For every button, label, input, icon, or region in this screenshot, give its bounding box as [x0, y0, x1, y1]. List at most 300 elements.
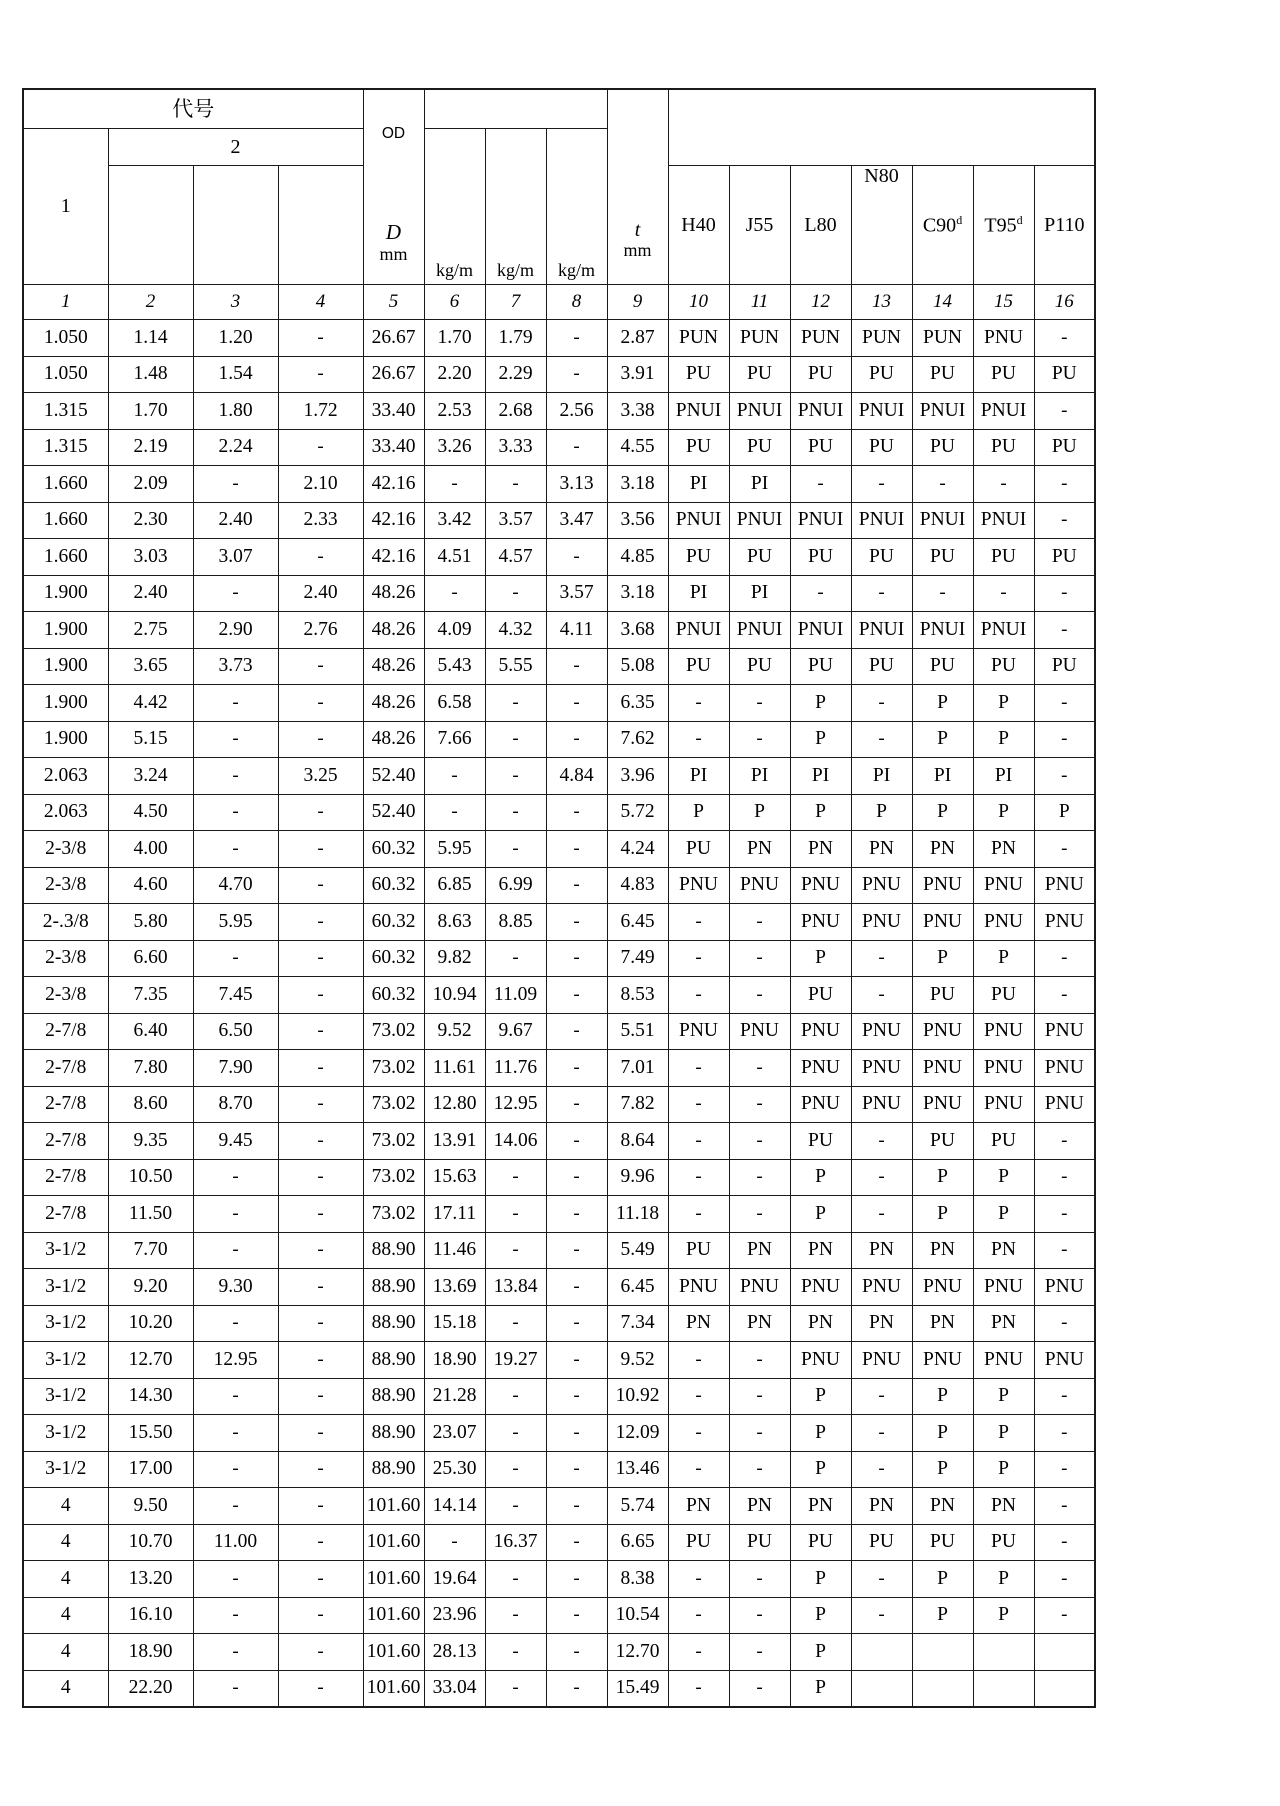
table-cell: 11.61 — [424, 1050, 485, 1087]
table-cell: 6.60 — [108, 940, 193, 977]
header-grade-n80 — [851, 166, 912, 285]
table-cell: PU — [973, 429, 1034, 466]
table-cell: PNU — [790, 1269, 851, 1306]
unit-label-8: kg/m — [558, 259, 596, 280]
column-number: 9 — [607, 285, 668, 320]
table-cell: PU — [790, 539, 851, 576]
table-cell: 2-7/8 — [23, 1013, 108, 1050]
table-cell: - — [278, 904, 363, 941]
table-cell: PNUI — [912, 612, 973, 649]
table-cell: - — [851, 721, 912, 758]
table-cell: - — [278, 1378, 363, 1415]
table-row — [23, 429, 1095, 466]
table-cell: 12.70 — [108, 1342, 193, 1379]
table-cell: 3.96 — [607, 758, 668, 795]
table-cell: 7.70 — [108, 1232, 193, 1269]
table-cell: - — [729, 1597, 790, 1634]
table-cell: P — [912, 1378, 973, 1415]
table-cell: - — [546, 1670, 607, 1707]
table-row — [23, 1123, 1095, 1160]
table-cell: - — [485, 1159, 546, 1196]
table-cell: - — [1034, 1123, 1095, 1160]
table-cell: 8.85 — [485, 904, 546, 941]
table-cell: - — [278, 1305, 363, 1342]
table-cell: 73.02 — [363, 1196, 424, 1233]
table-cell: 12.09 — [607, 1415, 668, 1452]
table-cell: P — [790, 1634, 851, 1671]
table-cell: PU — [912, 977, 973, 1014]
table-cell: 10.54 — [607, 1597, 668, 1634]
table-row — [23, 1561, 1095, 1598]
table-cell: - — [851, 466, 912, 503]
table-cell: 3.42 — [424, 502, 485, 539]
table-cell: - — [278, 1634, 363, 1671]
table-cell: 2-3/8 — [23, 977, 108, 1014]
grade-label-n80: N80 — [864, 165, 899, 187]
table-row — [23, 1050, 1095, 1087]
table-cell: - — [851, 1378, 912, 1415]
table-cell: - — [851, 1561, 912, 1598]
table-cell: - — [278, 1342, 363, 1379]
header-col-1: 1 — [23, 129, 108, 285]
table-cell: 22.20 — [108, 1670, 193, 1707]
table-cell: 4 — [23, 1488, 108, 1525]
casing-tubing-specification-table — [22, 88, 1096, 1708]
table-cell: - — [278, 1050, 363, 1087]
table-cell: - — [729, 685, 790, 722]
table-cell: - — [729, 940, 790, 977]
table-cell: PNU — [851, 1086, 912, 1123]
table-cell: 1.900 — [23, 685, 108, 722]
table-cell: - — [546, 794, 607, 831]
table-cell: 88.90 — [363, 1305, 424, 1342]
table-cell: PU — [668, 429, 729, 466]
table-cell: 9.52 — [424, 1013, 485, 1050]
table-cell: PN — [790, 1232, 851, 1269]
table-cell: P — [973, 685, 1034, 722]
table-cell: - — [193, 1305, 278, 1342]
table-cell: 1.660 — [23, 539, 108, 576]
table-cell: 3-1/2 — [23, 1232, 108, 1269]
table-cell: - — [485, 1305, 546, 1342]
table-cell: PNUI — [912, 502, 973, 539]
column-number-row — [23, 285, 1095, 320]
table-cell: 4.60 — [108, 867, 193, 904]
table-row — [23, 1524, 1095, 1561]
table-cell: P — [790, 940, 851, 977]
table-cell: 1.900 — [23, 721, 108, 758]
table-cell: - — [193, 1488, 278, 1525]
table-cell: 11.76 — [485, 1050, 546, 1087]
header-od-unit: mm — [379, 244, 408, 265]
table-cell: - — [1034, 393, 1095, 430]
table-cell: PNU — [973, 867, 1034, 904]
table-cell: PNU — [912, 904, 973, 941]
table-cell: PNUI — [851, 612, 912, 649]
table-cell: - — [729, 1670, 790, 1707]
table-cell: - — [546, 1488, 607, 1525]
table-cell: 48.26 — [363, 575, 424, 612]
table-cell: 23.07 — [424, 1415, 485, 1452]
table-cell: - — [1034, 1561, 1095, 1598]
table-row — [23, 977, 1095, 1014]
table-cell: - — [668, 1342, 729, 1379]
table-cell: 3.07 — [193, 539, 278, 576]
header-row-top — [23, 89, 1095, 129]
table-cell: P — [912, 1196, 973, 1233]
table-cell: - — [193, 1561, 278, 1598]
table-cell: 2.19 — [108, 429, 193, 466]
table-cell: 7.45 — [193, 977, 278, 1014]
table-cell: PU — [912, 648, 973, 685]
table-cell: - — [729, 1196, 790, 1233]
table-cell: PN — [912, 1232, 973, 1269]
table-cell: PN — [790, 1305, 851, 1342]
table-cell: 25.30 — [424, 1451, 485, 1488]
table-cell: - — [193, 1232, 278, 1269]
table-cell: 1.70 — [108, 393, 193, 430]
table-cell: 2.20 — [424, 356, 485, 393]
table-cell: P — [912, 721, 973, 758]
table-cell: 101.60 — [363, 1488, 424, 1525]
table-row — [23, 1013, 1095, 1050]
table-row — [23, 1342, 1095, 1379]
table-cell: 3-1/2 — [23, 1305, 108, 1342]
table-cell: 26.67 — [363, 356, 424, 393]
table-cell: 28.13 — [424, 1634, 485, 1671]
table-cell: - — [851, 1123, 912, 1160]
table-row — [23, 1415, 1095, 1452]
table-cell: - — [193, 1159, 278, 1196]
table-cell: 4.42 — [108, 685, 193, 722]
table-body — [23, 320, 1095, 1708]
table-cell: - — [668, 685, 729, 722]
table-cell: - — [278, 648, 363, 685]
table-cell: 1.14 — [108, 320, 193, 357]
table-cell: PI — [668, 575, 729, 612]
table-cell: 3-1/2 — [23, 1269, 108, 1306]
table-cell: 1.80 — [193, 393, 278, 430]
table-cell: PU — [790, 356, 851, 393]
table-cell: 88.90 — [363, 1451, 424, 1488]
table-row — [23, 1378, 1095, 1415]
table-cell: - — [278, 1561, 363, 1598]
table-cell: - — [193, 685, 278, 722]
table-cell: 7.49 — [607, 940, 668, 977]
table-cell: - — [278, 1597, 363, 1634]
table-cell: PNUI — [790, 612, 851, 649]
table-cell: 1.315 — [23, 393, 108, 430]
table-cell: - — [1034, 1159, 1095, 1196]
table-cell: PUN — [790, 320, 851, 357]
table-cell: P — [912, 940, 973, 977]
table-cell: 13.91 — [424, 1123, 485, 1160]
table-cell: PN — [668, 1305, 729, 1342]
table-cell: - — [729, 721, 790, 758]
table-cell: PNU — [912, 1269, 973, 1306]
table-cell: 2.40 — [193, 502, 278, 539]
header-grade-l80 — [790, 166, 851, 285]
table-cell: 17.11 — [424, 1196, 485, 1233]
table-cell: P — [973, 1451, 1034, 1488]
table-cell: P — [790, 1378, 851, 1415]
table-cell: P — [790, 721, 851, 758]
table-cell: 15.49 — [607, 1670, 668, 1707]
table-cell: PU — [912, 539, 973, 576]
table-cell: PNU — [851, 1342, 912, 1379]
table-row — [23, 1451, 1095, 1488]
table-cell: PNU — [973, 904, 1034, 941]
table-cell: 8.53 — [607, 977, 668, 1014]
table-cell: 3.25 — [278, 758, 363, 795]
table-cell: P — [790, 1159, 851, 1196]
table-cell — [912, 1670, 973, 1707]
table-cell: 2.90 — [193, 612, 278, 649]
column-number: 16 — [1034, 285, 1095, 320]
table-cell: 4.09 — [424, 612, 485, 649]
unit-label-7: kg/m — [496, 259, 534, 280]
header-unit-kgm-7 — [485, 129, 546, 285]
table-cell: P — [973, 1561, 1034, 1598]
table-cell: PI — [973, 758, 1034, 795]
table-cell: PN — [912, 1488, 973, 1525]
table-cell: 3.38 — [607, 393, 668, 430]
table-cell: - — [278, 1232, 363, 1269]
table-cell: PU — [1034, 539, 1095, 576]
table-cell: - — [668, 1378, 729, 1415]
table-cell: PNUI — [668, 502, 729, 539]
table-cell: 1.72 — [278, 393, 363, 430]
table-cell: - — [278, 429, 363, 466]
table-cell: - — [729, 1086, 790, 1123]
table-cell: PI — [668, 466, 729, 503]
table-cell: 73.02 — [363, 1123, 424, 1160]
table-cell: 3.65 — [108, 648, 193, 685]
table-row — [23, 612, 1095, 649]
table-cell: PN — [851, 1488, 912, 1525]
table-cell: 5.55 — [485, 648, 546, 685]
table-cell: 5.43 — [424, 648, 485, 685]
grade-label-h40: H40 — [681, 213, 716, 236]
table-cell: 2.24 — [193, 429, 278, 466]
table-cell: 4 — [23, 1524, 108, 1561]
table-cell: PU — [973, 1524, 1034, 1561]
table-cell: PNUI — [790, 502, 851, 539]
table-cell: 9.50 — [108, 1488, 193, 1525]
table-row — [23, 539, 1095, 576]
table-cell: 7.80 — [108, 1050, 193, 1087]
table-cell: - — [485, 685, 546, 722]
header-od-label: OD — [381, 125, 406, 142]
table-cell: 11.46 — [424, 1232, 485, 1269]
table-cell: P — [973, 721, 1034, 758]
table-cell: PNU — [1034, 1342, 1095, 1379]
table-cell: - — [546, 977, 607, 1014]
table-cell: - — [668, 977, 729, 1014]
table-row — [23, 1670, 1095, 1707]
table-cell: 60.32 — [363, 940, 424, 977]
table-cell: - — [485, 466, 546, 503]
table-cell: - — [278, 794, 363, 831]
table-cell: P — [912, 1561, 973, 1598]
table-cell: - — [851, 977, 912, 1014]
table-cell: PU — [668, 1524, 729, 1561]
table-cell — [973, 1634, 1034, 1671]
table-cell: 4.51 — [424, 539, 485, 576]
table-cell: 2.87 — [607, 320, 668, 357]
table-header — [23, 89, 1095, 320]
table-cell: - — [729, 1561, 790, 1598]
table-cell: 4.11 — [546, 612, 607, 649]
table-cell: - — [193, 794, 278, 831]
table-cell: - — [668, 1123, 729, 1160]
table-cell: 7.62 — [607, 721, 668, 758]
table-cell: PU — [729, 648, 790, 685]
table-cell: 3-1/2 — [23, 1415, 108, 1452]
table-cell: 5.08 — [607, 648, 668, 685]
table-cell: 9.45 — [193, 1123, 278, 1160]
table-cell: 88.90 — [363, 1232, 424, 1269]
table-cell: - — [546, 1415, 607, 1452]
table-cell: - — [1034, 1232, 1095, 1269]
table-cell: 33.40 — [363, 393, 424, 430]
table-cell: - — [1034, 1378, 1095, 1415]
table-cell: - — [668, 1196, 729, 1233]
table-cell: 8.60 — [108, 1086, 193, 1123]
table-cell: PNU — [1034, 1086, 1095, 1123]
table-cell: PU — [912, 1123, 973, 1160]
table-cell: 16.10 — [108, 1597, 193, 1634]
table-cell: 4.85 — [607, 539, 668, 576]
table-cell: - — [485, 1488, 546, 1525]
column-number: 2 — [108, 285, 193, 320]
table-row — [23, 356, 1095, 393]
table-cell: PNU — [790, 1013, 851, 1050]
table-cell: PU — [729, 356, 790, 393]
table-cell: 14.06 — [485, 1123, 546, 1160]
column-number: 5 — [363, 285, 424, 320]
header-t-unit: mm — [623, 240, 652, 261]
table-cell: 12.95 — [485, 1086, 546, 1123]
table-cell: - — [1034, 612, 1095, 649]
table-cell: - — [668, 1597, 729, 1634]
table-row — [23, 685, 1095, 722]
table-cell: PU — [668, 648, 729, 685]
table-cell: - — [278, 1196, 363, 1233]
table-cell: PNU — [1034, 1050, 1095, 1087]
unit-label-6: kg/m — [435, 259, 473, 280]
table-cell: P — [973, 794, 1034, 831]
table-cell: 7.82 — [607, 1086, 668, 1123]
table-cell: - — [546, 940, 607, 977]
column-number: 8 — [546, 285, 607, 320]
header-grade-j55 — [729, 166, 790, 285]
table-cell: - — [485, 831, 546, 868]
table-cell: 9.30 — [193, 1269, 278, 1306]
table-cell: PI — [668, 758, 729, 795]
table-cell: 4.50 — [108, 794, 193, 831]
table-cell: 2-7/8 — [23, 1196, 108, 1233]
table-cell: PNU — [790, 1086, 851, 1123]
table-cell: PI — [912, 758, 973, 795]
table-cell: 26.67 — [363, 320, 424, 357]
table-cell: - — [729, 1451, 790, 1488]
column-number: 7 — [485, 285, 546, 320]
table-cell: 17.00 — [108, 1451, 193, 1488]
table-cell: PN — [729, 1488, 790, 1525]
table-cell: 1.660 — [23, 466, 108, 503]
table-cell: - — [668, 1050, 729, 1087]
table-cell: 9.96 — [607, 1159, 668, 1196]
table-cell: 10.94 — [424, 977, 485, 1014]
header-t-symbol: t — [634, 219, 641, 242]
table-cell: - — [278, 320, 363, 357]
table-cell: - — [546, 356, 607, 393]
table-cell: - — [278, 1524, 363, 1561]
table-cell: PU — [729, 429, 790, 466]
table-cell: P — [790, 1451, 851, 1488]
table-cell: P — [1034, 794, 1095, 831]
table-cell: - — [1034, 758, 1095, 795]
table-cell: 4 — [23, 1597, 108, 1634]
table-cell: 4 — [23, 1634, 108, 1671]
table-cell: - — [851, 685, 912, 722]
table-cell: PNU — [912, 1013, 973, 1050]
table-cell: PNU — [912, 1086, 973, 1123]
table-cell: P — [790, 1597, 851, 1634]
table-cell: - — [668, 1159, 729, 1196]
table-cell: 19.27 — [485, 1342, 546, 1379]
table-cell: 52.40 — [363, 758, 424, 795]
table-cell: 8.64 — [607, 1123, 668, 1160]
table-cell: - — [485, 1451, 546, 1488]
table-cell: 2.10 — [278, 466, 363, 503]
table-cell: - — [193, 1634, 278, 1671]
grade-label-t95: T95 — [984, 214, 1017, 237]
table-cell: - — [851, 1415, 912, 1452]
table-cell — [851, 1634, 912, 1671]
table-cell: - — [546, 904, 607, 941]
table-cell: PU — [912, 1524, 973, 1561]
column-number: 4 — [278, 285, 363, 320]
table-cell: - — [546, 1232, 607, 1269]
table-cell: PU — [973, 1123, 1034, 1160]
table-cell: PN — [729, 1305, 790, 1342]
table-cell: 5.95 — [193, 904, 278, 941]
table-cell: 5.72 — [607, 794, 668, 831]
table-cell: 8.63 — [424, 904, 485, 941]
table-cell: 23.96 — [424, 1597, 485, 1634]
table-cell: 33.40 — [363, 429, 424, 466]
header-grade-t95 — [973, 166, 1034, 285]
table-cell: PNU — [973, 1050, 1034, 1087]
table-cell: 6.99 — [485, 867, 546, 904]
table-cell: PUN — [912, 320, 973, 357]
table-cell: 1.315 — [23, 429, 108, 466]
table-cell: PU — [729, 1524, 790, 1561]
table-cell: 18.90 — [108, 1634, 193, 1671]
table-cell: PNUI — [912, 393, 973, 430]
table-cell: 9.52 — [607, 1342, 668, 1379]
table-cell: 9.35 — [108, 1123, 193, 1160]
table-cell: PU — [790, 1524, 851, 1561]
table-cell: - — [729, 1159, 790, 1196]
table-cell: 11.00 — [193, 1524, 278, 1561]
table-cell: - — [668, 721, 729, 758]
table-cell: 60.32 — [363, 831, 424, 868]
table-cell: 5.15 — [108, 721, 193, 758]
table-cell: PU — [973, 977, 1034, 1014]
